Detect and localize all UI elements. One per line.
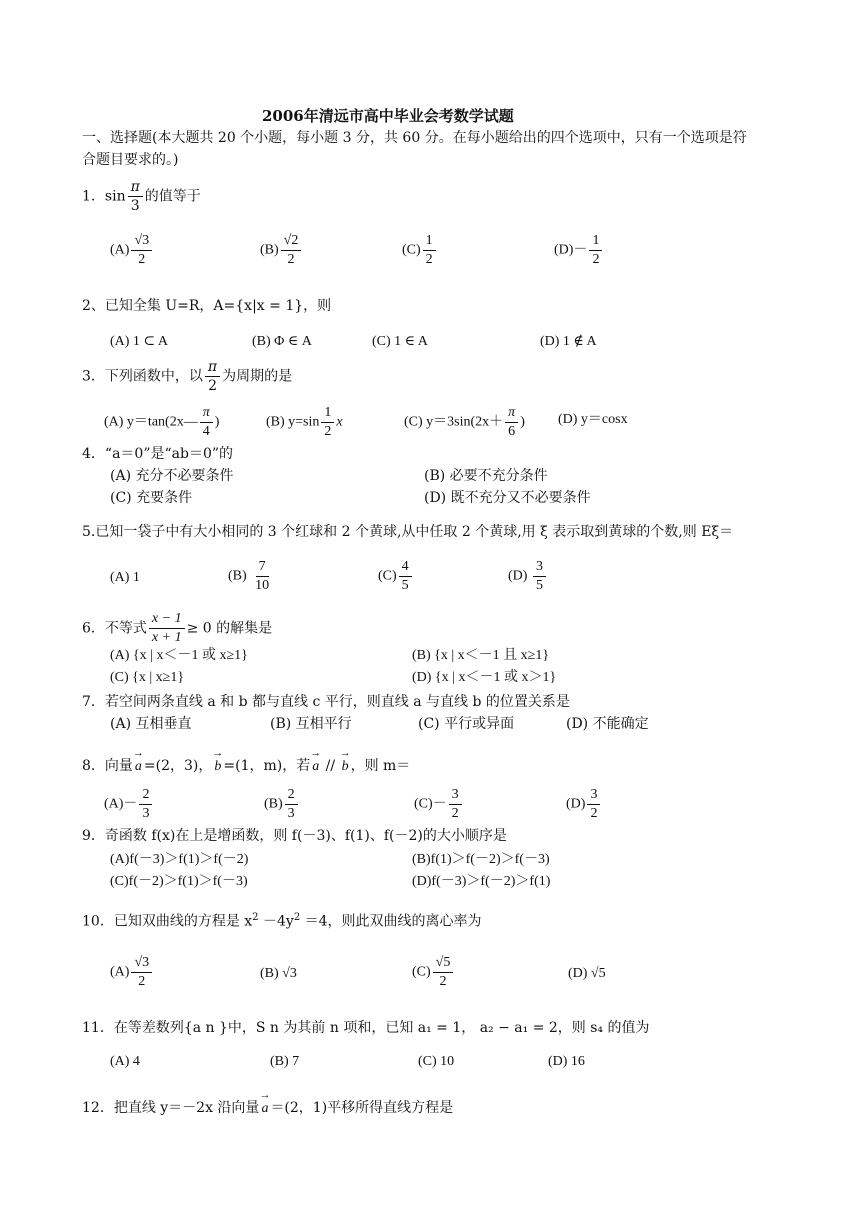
question-11-stem: 11．在等差数列{a n }中，S n 为其前 n 项和，已知 a₁ = 1， a₂ − a₁ = 2，则 s₄ 的值为	[82, 1020, 650, 1036]
section-instructions-line1: 一、选择题(本大题共 20 个小题，每小题 3 分，共 60 分。在每小题给出的四个选项中，只有一个选项是符	[82, 130, 747, 146]
q8-option-a: (A)－ $\frac{2}{3}$	[104, 786, 154, 823]
question-1-stem: 1．sin $\frac{\pi}{3}$ 的值等于	[82, 179, 201, 214]
q3-option-d: (D) y＝cosx	[558, 412, 628, 427]
q4-option-b: (B) 必要不充分条件	[424, 468, 548, 484]
q6-option-b: (B) {x | x＜－1 且 x≥1}	[412, 648, 550, 663]
q2-option-c: (C) 1 ∈ A	[372, 334, 428, 349]
q10-option-d: (D) √5	[568, 966, 606, 981]
q3-option-a: (A) y＝tan(2x— $\frac{\pi}{4}$ )	[104, 405, 220, 439]
q4-option-d: (D) 既不充分又不必要条件	[424, 490, 591, 506]
q4-option-c: (C) 充要条件	[110, 490, 193, 506]
question-5-stem: 5.已知一袋子中有大小相同的 3 个红球和 2 个黄球,从中任取 2 个黄球,用 ξ 表示取到黄球的个数,则 Eξ＝	[82, 524, 734, 540]
q3-option-b: (B) y=sin $\frac{1}{2}$ x	[266, 405, 343, 439]
q10-option-c: (C) $\frac{√5}{2}$	[412, 954, 455, 991]
q7-option-a: (A) 互相垂直	[110, 716, 192, 732]
vector-a: → a	[132, 747, 144, 774]
q5-option-b: (B) $\frac{7}{10}$	[228, 559, 270, 593]
q4-option-a: (A) 充分不必要条件	[110, 468, 234, 484]
q9-option-d: (D)f(－3)＞f(－2)＞f(1)	[412, 874, 551, 889]
vector-a: → a	[259, 1089, 271, 1116]
q7-option-c: (C) 平行或异面	[418, 716, 515, 732]
q8-option-d: (D) $\frac{3}{2}$	[566, 786, 602, 823]
q6-option-a: (A) {x | x＜－1 或 x≥1}	[110, 648, 248, 663]
q10-option-b: (B) √3	[260, 966, 297, 981]
q11-option-d: (D) 16	[548, 1054, 585, 1069]
q11-option-c: (C) 10	[418, 1054, 455, 1069]
page-title: 2006年清远市高中毕业会考数学试题	[262, 107, 514, 125]
q1-option-d: (D)－ $\frac{1}{2}$	[554, 232, 604, 269]
question-9-stem: 9．奇函数 f(x)在上是增函数，则 f(－3)、f(1)、f(－2)的大小顺序是	[82, 828, 507, 844]
q2-option-d: (D) 1 ∉ A	[540, 334, 597, 349]
q6-option-d: (D) {x | x＜－1 或 x＞1}	[412, 670, 557, 685]
section-instructions-line2: 合题目要求的。)	[82, 152, 179, 168]
q2-option-a: (A) 1 ⊂ A	[110, 334, 169, 349]
question-6-stem: 6．不等式 $\frac{x - 1}{x + 1}$ ≥ 0 的解集是	[82, 611, 273, 645]
q3-option-c: (C) y＝3sin(2x＋ $\frac{\pi}{6}$ )	[404, 405, 525, 439]
question-10-stem: 10．已知双曲线的方程是 $x^2 -4y^2 =4$，则此双曲线的离心率为	[82, 912, 482, 930]
fraction: $\frac{\pi}{3}$	[128, 178, 143, 215]
q9-option-a: (A)f(－3)＞f(1)＞f(－2)	[110, 852, 249, 867]
q1-option-c: (C) $\frac{1}{2}$	[402, 232, 438, 269]
q1-option-a: (A) $\frac{√3}{2}$	[110, 232, 154, 269]
question-8-stem: 8．向量 → a =(2，3)， → b =(1，m)，若 → a // → b ，则 m＝	[82, 747, 411, 774]
q7-option-d: (D) 不能确定	[566, 716, 649, 732]
question-12-stem: 12．把直线 y＝－2x 沿向量 → a ＝(2，1)平移所得直线方程是	[82, 1089, 454, 1116]
q11-option-b: (B) 7	[270, 1054, 300, 1069]
question-3-stem: 3．下列函数中，以 $\frac{\pi}{2}$ 为周期的是	[82, 359, 293, 394]
question-7-stem: 7．若空间两条直线 a 和 b 都与直线 c 平行，则直线 a 与直线 b 的位置关系是	[82, 694, 570, 710]
q7-option-b: (B) 互相平行	[270, 716, 352, 732]
vector-b: → b	[212, 747, 224, 774]
q5-option-a: (A) 1	[110, 570, 140, 585]
question-2-stem: 2、已知全集 U=R，A={x|x = 1}，则	[82, 298, 332, 314]
q8-option-b: (B) $\frac{2}{3}$	[264, 786, 300, 823]
q10-option-a: (A) $\frac{√3}{2}$	[110, 954, 154, 991]
q8-option-c: (C)－ $\frac{3}{2}$	[414, 786, 464, 823]
q5-option-d: (D) $\frac{3}{5}$	[508, 558, 548, 595]
q9-option-b: (B)f(1)＞f(－2)＞f(－3)	[412, 852, 550, 867]
q6-option-c: (C) {x | x≥1}	[110, 670, 185, 685]
q1-option-b: (B) $\frac{√2}{2}$	[260, 232, 303, 269]
q9-option-c: (C)f(－2)＞f(1)＞f(－3)	[110, 874, 248, 889]
q11-option-a: (A) 4	[110, 1054, 140, 1069]
question-4-stem: 4．“a＝0”是“ab＝0”的	[82, 446, 234, 462]
q2-option-b: (B) Φ ∈ A	[252, 334, 312, 349]
q5-option-c: (C) $\frac{4}{5}$	[378, 558, 414, 595]
